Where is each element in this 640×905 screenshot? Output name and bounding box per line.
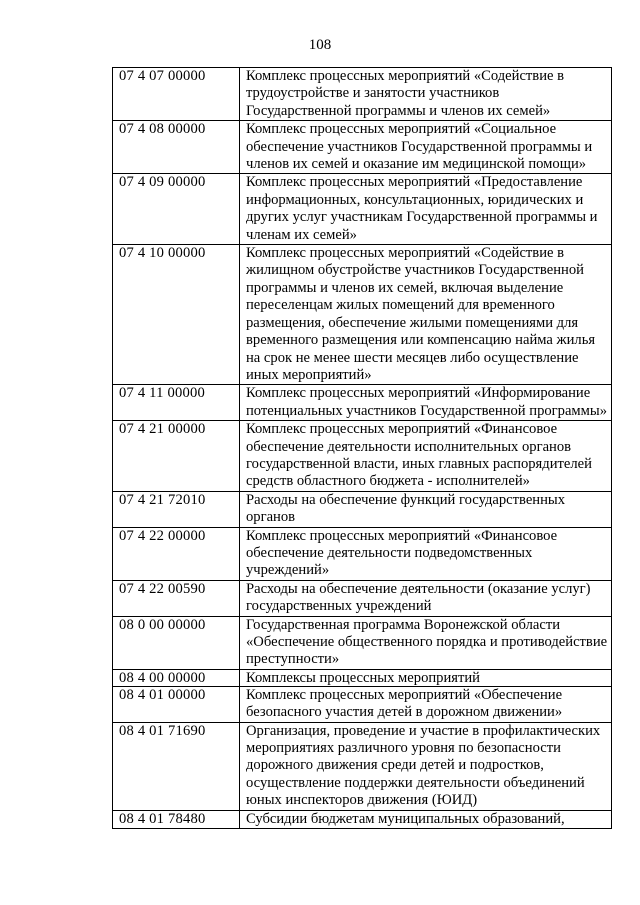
- classification-code: 07 4 21 72010: [113, 491, 240, 527]
- code-description: Комплекс процессных мероприятий «Содействие в жилищном обустройстве участников Государственной программы и членов их семей, включая выделение переселенцам жилых помещений для временного размещения, обеспечение жилыми помещениями для временного размещения или компенсацию найма жилья на срок не менее шести месяцев либо осуществление иных мероприятий»: [240, 245, 612, 385]
- table-row: [113, 245, 612, 385]
- table-row: [113, 580, 612, 616]
- code-description: Комплекс процессных мероприятий «Предоставление информационных, консультационных, юридических и других услуг участникам Государственной программы и членам их семей»: [240, 174, 612, 245]
- classification-code: 07 4 07 00000: [113, 68, 240, 121]
- code-description: Комплекс процессных мероприятий «Обеспечение безопасного участия детей в дорожном движении»: [240, 686, 612, 722]
- classification-code: 07 4 22 00590: [113, 580, 240, 616]
- table-row: [113, 616, 612, 669]
- code-description: Субсидии бюджетам муниципальных образований,: [240, 810, 612, 828]
- page-number: 108: [308, 37, 332, 53]
- table-row: [113, 527, 612, 580]
- classification-code: 07 4 09 00000: [113, 174, 240, 245]
- code-description: Комплекс процессных мероприятий «Финансовое обеспечение деятельности подведомственных учреждений»: [240, 527, 612, 580]
- table-row: [113, 491, 612, 527]
- table-row: [113, 686, 612, 722]
- table-row: [113, 669, 612, 686]
- code-description: Расходы на обеспечение деятельности (оказание услуг) государственных учреждений: [240, 580, 612, 616]
- classification-code: 07 4 22 00000: [113, 527, 240, 580]
- budget-code-table: [112, 67, 612, 829]
- code-description: Государственная программа Воронежской области «Обеспечение общественного порядка и противодействие преступности»: [240, 616, 612, 669]
- code-description: Организация, проведение и участие в профилактических мероприятиях различного уровня по безопасности дорожного движения среди детей и подростков, осуществление поддержки деятельности объединений юных инспекторов движения (ЮИД): [240, 722, 612, 810]
- classification-code: 07 4 21 00000: [113, 421, 240, 492]
- code-description: Расходы на обеспечение функций государственных органов: [240, 491, 612, 527]
- code-description: Комплексы процессных мероприятий: [240, 669, 612, 686]
- classification-code: 07 4 11 00000: [113, 385, 240, 421]
- code-description: Комплекс процессных мероприятий «Содействие в трудоустройстве и занятости участников Государственной программы и членов их семей»: [240, 68, 612, 121]
- classification-code: 08 0 00 00000: [113, 616, 240, 669]
- code-description: Комплекс процессных мероприятий «Информирование потенциальных участников Государственной программы»: [240, 385, 612, 421]
- classification-code: 08 4 01 00000: [113, 686, 240, 722]
- classification-code: 08 4 00 00000: [113, 669, 240, 686]
- classification-code: 08 4 01 78480: [113, 810, 240, 828]
- classification-code: 08 4 01 71690: [113, 722, 240, 810]
- table-row: [113, 421, 612, 492]
- classification-code: 07 4 10 00000: [113, 245, 240, 385]
- code-description: Комплекс процессных мероприятий «Финансовое обеспечение деятельности исполнительных органов государственной власти, иных главных распорядителей средств областного бюджета - исполнителей»: [240, 421, 612, 492]
- table-row: [113, 174, 612, 245]
- table-row: [113, 722, 612, 810]
- code-description: Комплекс процессных мероприятий «Социальное обеспечение участников Государственной программы и членов их семей и оказание им медицинской помощи»: [240, 121, 612, 174]
- classification-code: 07 4 08 00000: [113, 121, 240, 174]
- table-row: [113, 68, 612, 121]
- table-row: [113, 385, 612, 421]
- table-row: [113, 810, 612, 828]
- table-row: [113, 121, 612, 174]
